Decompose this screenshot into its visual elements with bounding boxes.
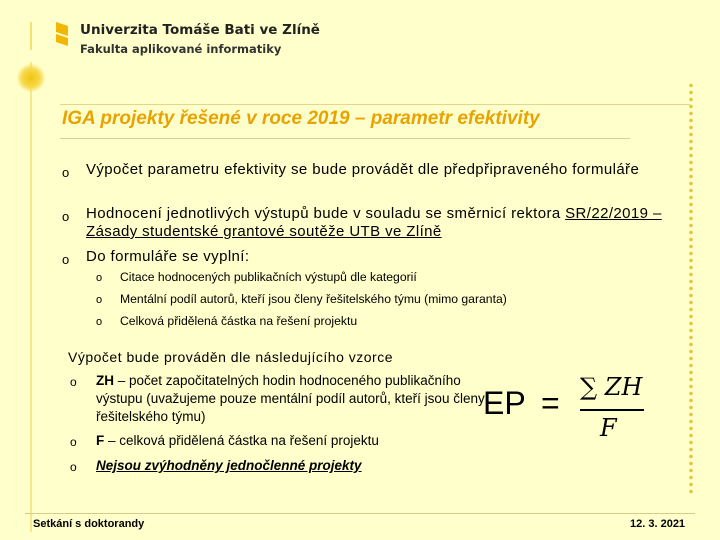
bullet-text: Hodnocení jednotlivých výstupů bude v souladu se směrnicí rektora — [86, 205, 566, 222]
formula-equals: = — [541, 385, 560, 421]
sub-bullet-text: Citace hodnocených publikačních výstupů dle kategorií — [120, 270, 417, 284]
decor-dotted-border — [688, 82, 694, 494]
bullet-text: Do formuláře se vyplní: — [86, 248, 250, 265]
formula-fraction-bar — [580, 409, 644, 411]
formula-numerator: ∑ ZH — [580, 373, 643, 401]
title-underline — [60, 138, 630, 139]
sub-bullet-text: Mentální podíl autorů, kteří jsou členy řešitelského týmu (mimo garanta) — [120, 292, 507, 306]
decor-line-left — [30, 62, 32, 532]
bullet-marker: o — [96, 294, 103, 306]
footer-date: 12. 3. 2021 — [630, 518, 686, 530]
formula-term: ZH — [96, 373, 114, 388]
formula-term-desc: – celková přidělená částka na řešení projektu — [104, 433, 379, 448]
bullet-marker: o — [62, 165, 70, 180]
formula-term-desc: – počet započitatelných hodin hodnoceného publikačního výstupu (uvažujeme pouze mentální podíl autorů, kteří jsou členy řešitelského týmu) — [96, 373, 485, 424]
bullet-marker: o — [96, 272, 103, 284]
formula-heading: Výpočet bude prováděn dle následujícího vzorce — [68, 349, 393, 365]
directive-link[interactable]: SR/22/2019 – Zásady studentské grantové soutěže UTB ve Zlíně — [86, 205, 662, 240]
bullet-marker: o — [70, 375, 77, 389]
bullet-marker: o — [62, 209, 70, 224]
footer-event: Setkání s doktorandy — [33, 518, 145, 530]
university-logo-icon — [56, 22, 68, 46]
logo-university-name: Univerzita Tomáše Bati ve Zlíně — [80, 22, 320, 38]
formula-term: F — [96, 433, 105, 448]
bullet-marker: o — [70, 435, 77, 449]
bullet-marker: o — [62, 252, 70, 267]
bullet-marker: o — [96, 316, 103, 328]
bullet-marker: o — [70, 460, 77, 474]
formula-note: Nejsou zvýhodněny jednočlenné projekty — [96, 458, 362, 473]
formula-denominator: F — [600, 414, 617, 442]
formula-lhs: EP — [483, 385, 526, 421]
logo-faculty-name: Fakulta aplikované informatiky — [80, 42, 282, 56]
bullet-text: Výpočet parametru efektivity se bude provádět dle předpřipraveného formuláře — [86, 161, 640, 178]
decor-line-top — [30, 22, 32, 50]
slide-title: IGA projekty řešené v roce 2019 – parametr efektivity — [62, 108, 540, 129]
sub-bullet-text: Celková přidělená částka na řešení projektu — [120, 314, 358, 328]
footer-rule — [25, 513, 695, 514]
title-rule-top — [60, 104, 690, 105]
decor-dot — [17, 64, 45, 92]
